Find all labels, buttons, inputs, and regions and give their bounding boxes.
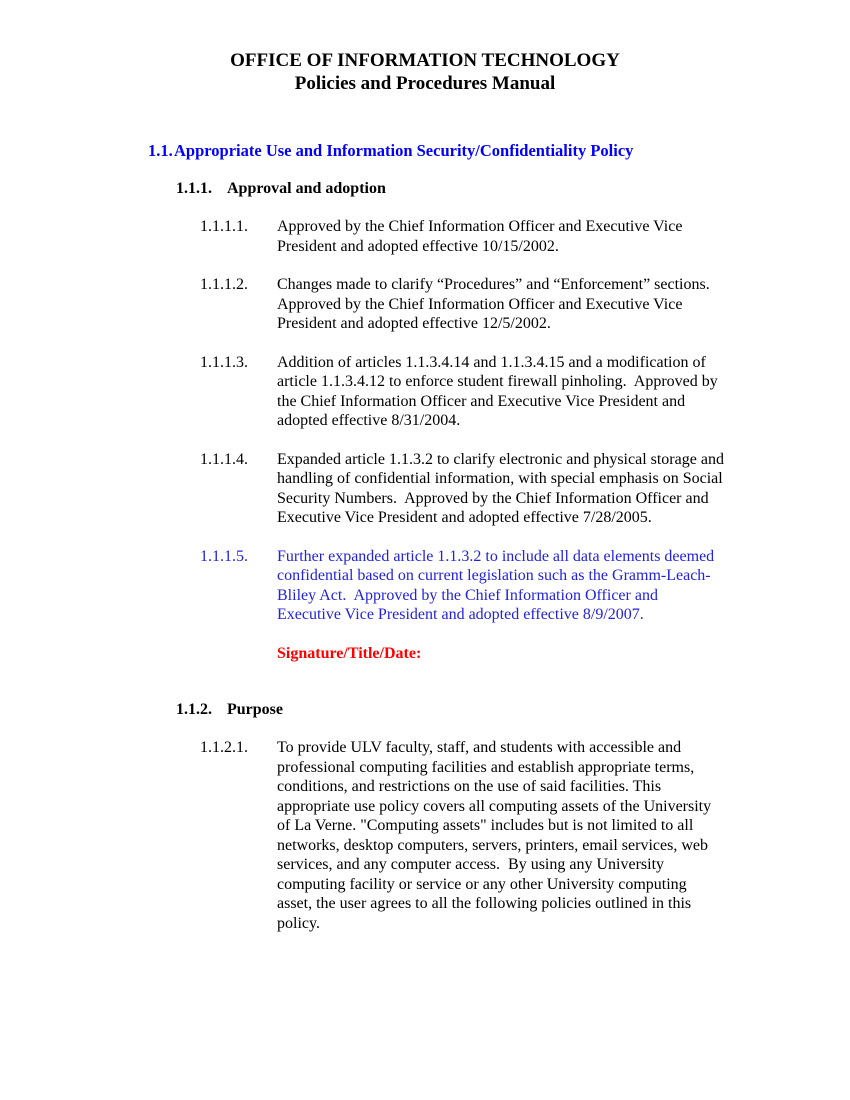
section-heading-1-1: [148, 141, 850, 161]
subsection-number: 1.1.2.: [176, 701, 212, 718]
item-text: Addition of articles 1.1.3.4.14 and 1.1.3.4.15 and a modification of article 1.1.3.4.12 to enforce student firewall pinholing. Approved by the Chief Information Officer and Executive Vice President and adopted effective 8/31/2004.: [277, 353, 722, 429]
item-text: To provide ULV faculty, staff, and students with accessible and professional computing facilities and establish appropriate terms, conditions, and restrictions on the use of said facilities. This appropriate use policy covers all computing assets of the University of La Verne. "Computing assets" includes but is not limited to all networks, desktop computers, servers, printers, email services, web services, and any computer access. By using any University computing facility or service or any other University computing asset, the user agrees to all the following policies outlined in this policy.: [277, 739, 716, 932]
policy-item-1-1-1-2: [200, 275, 850, 334]
policy-item-1-1-1-1: [200, 217, 850, 256]
policy-item-1-1-2-1: [200, 738, 850, 933]
section-number: 1.1.: [148, 141, 173, 160]
policy-item-1-1-1-4: [200, 450, 850, 528]
subsection-title: Purpose: [227, 701, 283, 718]
policy-item-1-1-1-3: [200, 353, 850, 431]
document-title: [0, 49, 850, 95]
item-number: 1.1.1.4.: [200, 450, 248, 468]
item-number: 1.1.1.1.: [200, 218, 248, 235]
item-text: Approved by the Chief Information Officer and Executive Vice President and adopted effective 10/15/2002.: [277, 218, 687, 255]
subsection-heading-1-1-2: [176, 700, 850, 720]
subsection-number: 1.1.1.: [176, 180, 212, 197]
subsection-title: Approval and adoption: [227, 180, 386, 197]
policy-item-1-1-1-5: [200, 547, 850, 625]
subsection-heading-1-1-1: [176, 179, 850, 199]
signature-title-date-label: Signature/Title/Date:: [277, 644, 422, 662]
document-title-line1: OFFICE OF INFORMATION TECHNOLOGY: [230, 50, 620, 71]
item-text: Further expanded article 1.1.3.2 to include all data elements deemed confidential based on current legislation such as the Gramm-Leach-Bliley Act. Approved by the Chief Information Officer and Executive Vice President and adopted effective 8/9/2007.: [277, 547, 719, 623]
item-number: 1.1.1.3.: [200, 353, 248, 371]
item-number: 1.1.1.2.: [200, 276, 248, 293]
section-title: Appropriate Use and Information Security/Confidentiality Policy: [174, 141, 634, 160]
document-title-line2: Policies and Procedures Manual: [294, 73, 556, 94]
item-text: Changes made to clarify “Procedures” and “Enforcement” sections. Approved by the Chief Information Officer and Executive Vice President and adopted effective 12/5/2002.: [277, 276, 717, 332]
item-number: 1.1.2.1.: [200, 739, 248, 756]
item-text: Expanded article 1.1.3.2 to clarify electronic and physical storage and handling of confidential information, with special emphasis on Social Security Numbers. Approved by the Chief Information Officer and Executive Vice President and adopted effective 7/28/2005.: [277, 450, 728, 526]
item-number: 1.1.1.5.: [200, 547, 248, 565]
